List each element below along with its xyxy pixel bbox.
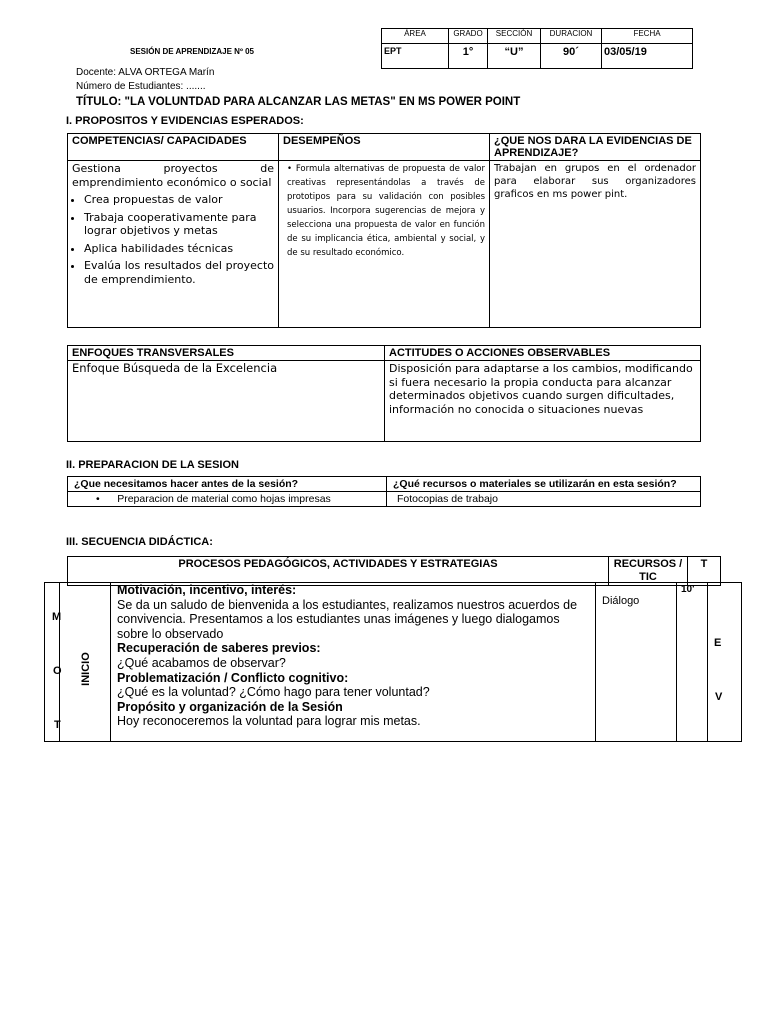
block-title: Motivación, incentivo, interés: [117,583,297,597]
section-header: SECCIÓN [488,29,541,44]
document-title: TÍTULO: "LA VOLUNTDAD PARA ALCANZAR LAS METAS" EN MS POWER POINT [76,96,521,108]
attitude-cell: Disposición para adaptarse a los cambios, modificando si fuera necesario la propia conducta para alcanzar determinados objetivos cuando surgen dificultades, información no conocida o situaciones nuevas [385,361,701,442]
grade-value: 1° [449,44,488,69]
students-line: Número de Estudiantes: ....... [76,81,206,92]
evidence-header: ¿QUE NOS DARA LA EVIDENCIAS DE APRENDIZAJE? [490,134,701,161]
competency-text: Gestiona proyectos de emprendimiento económico o social [72,162,274,189]
capacity-item: • Crea propuestas de valor [84,193,274,207]
date-value: 03/05/19 [602,44,693,69]
competencies-cell [68,161,279,328]
performance-header: DESEMPEÑOS [279,134,490,161]
resources-header: RECURSOS / TIC [609,557,688,586]
block-text: ¿Qué acabamos de observar? [117,655,286,670]
bullet-icon: • [96,493,118,505]
before-session-header: ¿Que necesitamos hacer antes de la sesión? [68,477,387,492]
capacity-item: • Aplica habilidades técnicas [84,242,274,256]
block-title: Propósito y organización de la Sesión [117,699,343,714]
performance-text: Formula alternativas de propuesta de valor creativas representándolas a través de prototipos para su validación con posibles usuarios. Incorpora sugerencias de mejora y selecciona una propuesta de valor en función de su implicancia ética, ambiental y social, y de su resultado económico. [287,164,486,258]
activities-cell [111,583,596,742]
area-value: EPT [382,44,449,69]
capacity-item: • Evalúa los resultados del proyecto de emprendimiento. [84,259,274,286]
teacher-line: Docente: ALVA ORTEGA Marín [76,67,215,78]
section3-heading: III. SECUENCIA DIDÁCTICA: [66,536,213,548]
time-cell: 10' [677,583,708,742]
grade-header: GRADO [449,29,488,44]
block-title: Problematización / Conflicto cognitivo: [117,670,349,685]
resources-cell: Diálogo [596,583,677,742]
didactic-sequence-table [44,582,742,742]
moment-letter: T [54,719,61,731]
section1-heading: I. PROPOSITOS Y EVIDENCIAS ESPERADOS: [66,115,304,127]
attitude-header: ACTITUDES O ACCIONES OBSERVABLES [385,346,701,361]
evidence-cell: Trabajan en grupos en el ordenador para elaborar sus organizadores graficos en ms power pint. [490,161,701,328]
before-session-text: Preparacion de material como hojas impresas [117,493,331,505]
block-text: Se da un saludo de bienvenida a los estudiantes, realizamos nuestros acuerdos de convivencia. Presentamos a los estudiantes unas imágenes y luego dialogamos sobre lo observado [117,597,578,641]
block-text: Hoy reconoceremos la voluntad para lograr mis metas. [117,714,421,729]
approach-header: ENFOQUES TRANSVERSALES [68,346,385,361]
approaches-table [67,345,701,442]
competencies-header: COMPETENCIAS/ CAPACIDADES [68,134,279,161]
evaluation-letters-cell [708,583,742,742]
stage-label: INICIO [80,652,92,686]
stage-cell [60,583,111,742]
section-value: “U” [488,44,541,69]
duration-header: DURACION [541,29,602,44]
bullet-icon: • [287,164,296,174]
approach-cell: Enfoque Búsqueda de la Excelencia [68,361,385,442]
moment-letters-cell [45,583,60,742]
materials-cell: Fotocopias de trabajo [387,492,701,507]
section2-heading: II. PREPARACION DE LA SESION [66,459,239,471]
moment-letter: O [53,665,62,677]
materials-header: ¿Qué recursos o materiales se utilizarán en esta sesión? [387,477,701,492]
area-header: ÁREA [382,29,449,44]
session-title: SESIÓN DE APRENDIZAJE Nº 05 [130,47,254,56]
info-table [381,28,693,69]
capacity-item: • Trabaja cooperativamente para lograr objetivos y metas [84,211,274,238]
block-title: Recuperación de saberes previos: [117,641,321,656]
date-header: FECHA [602,29,693,44]
duration-value: 90´ [541,44,602,69]
block-text: ¿Qué es la voluntad? ¿Cómo hago para tener voluntad? [117,685,430,700]
evaluation-letter: E [714,637,722,649]
preparation-table [67,476,701,507]
capacities-list [72,193,274,286]
processes-header: PROCESOS PEDAGÓGICOS, ACTIVIDADES Y ESTRATEGIAS [68,557,609,586]
before-session-cell [68,492,387,507]
evaluation-letter: V [715,691,723,703]
moment-letter: M [52,611,62,623]
performance-cell [279,161,490,328]
purposes-table [67,133,701,328]
time-header: T [688,557,721,586]
